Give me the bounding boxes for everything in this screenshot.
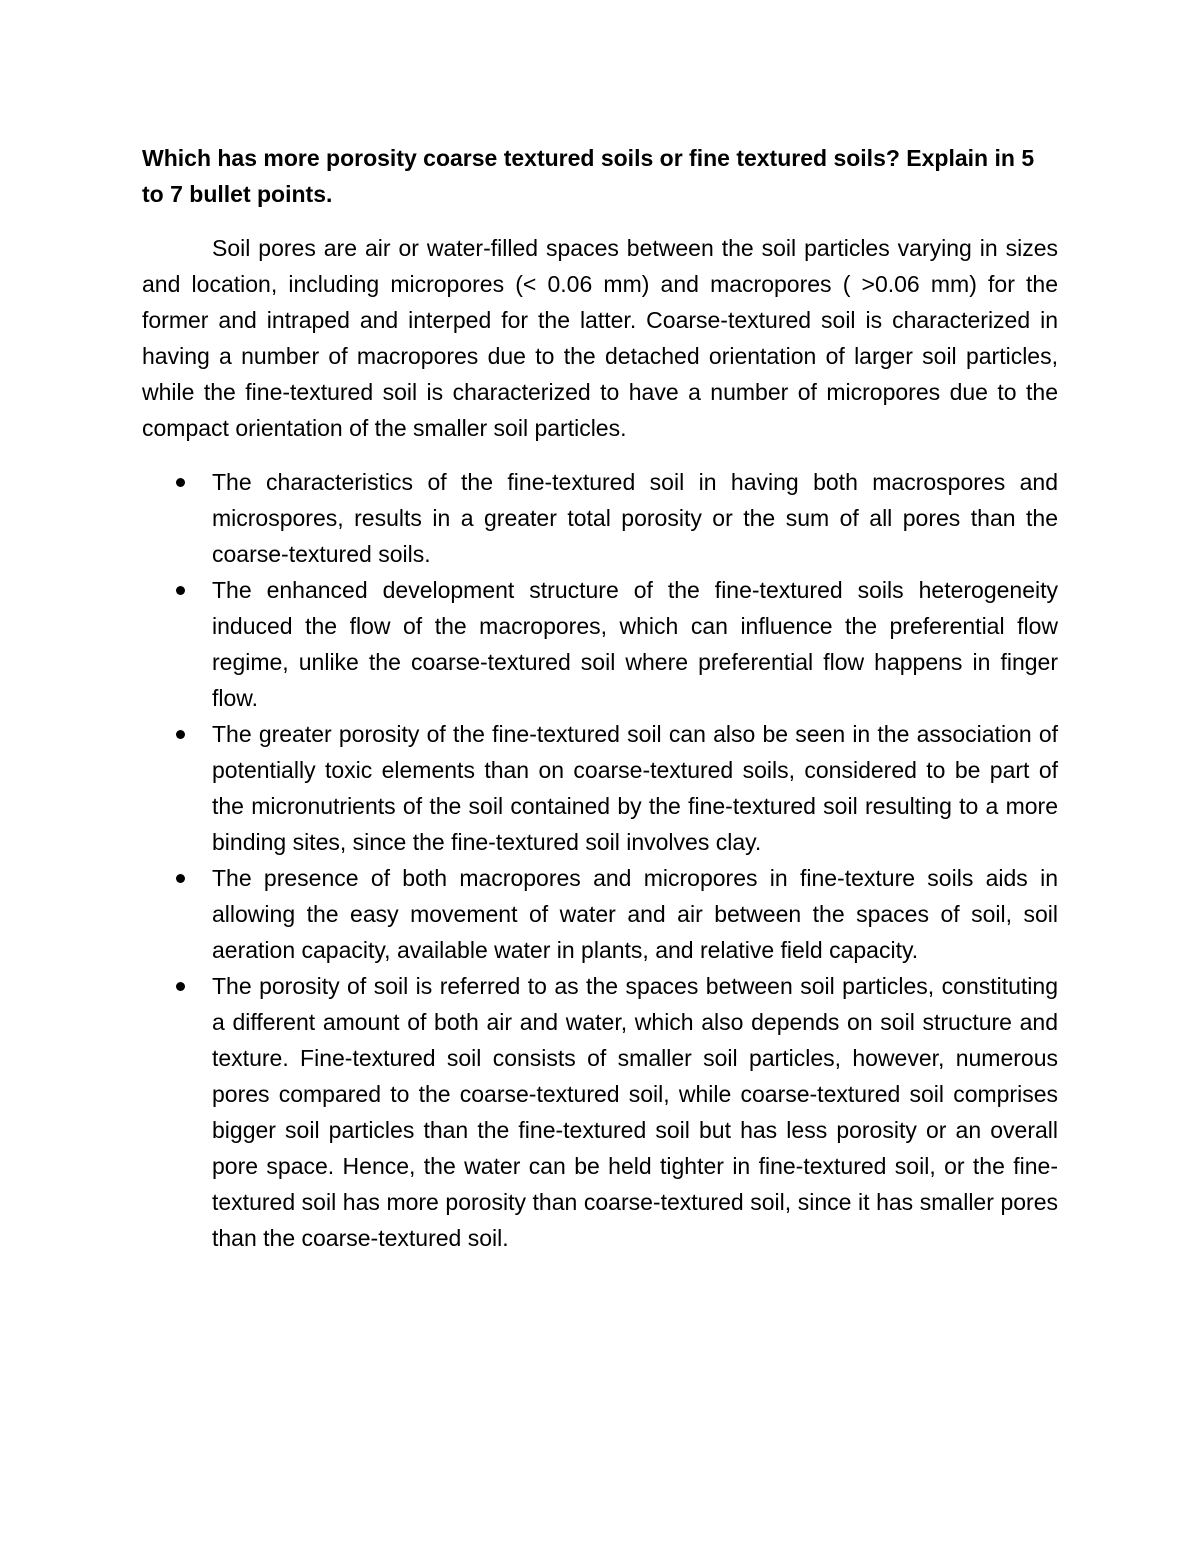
bullet-text: The characteristics of the fine-textured soil in having both macrospores and microspores, results in a greater total porosity or the sum of all pores than the coarse-textured soils. <box>212 469 1058 567</box>
bullet-text: The presence of both macropores and micropores in fine-texture soils aids in allowing the easy movement of water and air between the spaces of soil, soil aeration capacity, available water in plants, and relative field capacity. <box>212 865 1058 963</box>
bullet-text: The enhanced development structure of the fine-textured soils heterogeneity induced the flow of the macropores, which can influence the preferential flow regime, unlike the coarse-textured soil where preferential flow happens in finger flow. <box>212 577 1058 711</box>
bullet-icon <box>176 982 185 991</box>
bullet-icon <box>176 730 185 739</box>
question-heading: Which has more porosity coarse textured soils or fine textured soils? Explain in 5 to 7 bullet points. <box>142 145 1035 207</box>
list-item <box>142 464 1058 572</box>
intro-paragraph: Soil pores are air or water-filled spaces between the soil particles varying in sizes and location, including micropores (< 0.06 mm) and macropores ( >0.06 mm) for the former and intraped and interped for the latter. Coarse-textured soil is characterized in having a number of macropores due to the detached orientation of larger soil particles, while the fine-textured soil is characterized to have a number of micropores due to the compact orientation of the smaller soil particles. <box>142 235 1058 441</box>
bullet-text: The porosity of soil is referred to as the spaces between soil particles, constituting a different amount of both air and water, which also depends on soil structure and texture. Fine-textured soil consists of smaller soil particles, however, numerous pores compared to the coarse-textured soil, while coarse-textured soil comprises bigger soil particles than the fine-textured soil but has less porosity or an overall pore space. Hence, the water can be held tighter in fine-textured soil, or the fine-textured soil has more porosity than coarse-textured soil, since it has smaller pores than the coarse-textured soil. <box>212 973 1058 1251</box>
list-item <box>142 860 1058 968</box>
bullet-icon <box>176 586 185 595</box>
list-item <box>142 716 1058 860</box>
bullet-list <box>142 464 1058 1256</box>
list-item <box>142 968 1058 1256</box>
bullet-icon <box>176 874 185 883</box>
document-page <box>142 140 1058 1256</box>
bullet-icon <box>176 478 185 487</box>
list-item <box>142 572 1058 716</box>
bullet-text: The greater porosity of the fine-textured soil can also be seen in the association of potentially toxic elements than on coarse-textured soils, considered to be part of the micronutrients of the soil contained by the fine-textured soil resulting to a more binding sites, since the fine-textured soil involves clay. <box>212 721 1058 855</box>
